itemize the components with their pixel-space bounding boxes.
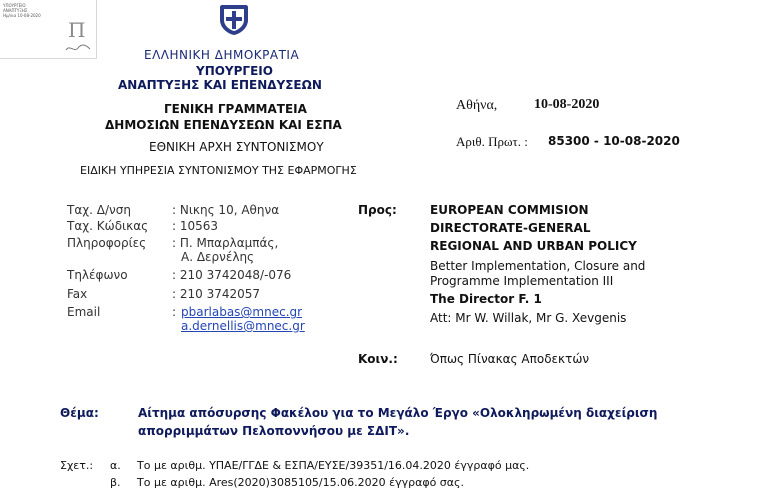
registry-stamp xyxy=(0,0,97,59)
national-authority: ΕΘΝΙΚΗ ΑΡΧΗ ΣΥΝΤΟΝΙΣΜΟΥ xyxy=(149,140,324,154)
republic-name: ΕΛΛΗΝΙΚΗ ΔΗΜΟΚΡΑΤΙΑ xyxy=(144,48,300,62)
protocol-label: Αριθ. Πρωτ. : xyxy=(456,134,528,149)
contact-value-fax: : 210 3742057 xyxy=(172,287,261,301)
recipient-line-3: REGIONAL AND URBAN POLICY xyxy=(430,239,637,253)
recipient-line-4: Better Implementation, Closure and xyxy=(430,259,646,273)
secretariat-line-1: ΓΕΝΙΚΗ ΓΡΑΜΜΑΤΕΙΑ xyxy=(164,102,307,116)
contact-email-colon: : xyxy=(172,305,177,319)
subject-line-1: Αίτημα απόσυρσης Φακέλου για το Μεγάλο Έργο «Ολοκληρωμένη διαχείριση xyxy=(138,406,658,420)
contact-value-info-2: Α. Δερνέλης xyxy=(181,250,255,264)
reference-marker-b: β. xyxy=(110,476,121,489)
contact-label-info: Πληροφορίες xyxy=(67,236,147,250)
subject-label: Θέμα: xyxy=(60,406,99,420)
ministry-line-1: ΥΠΟΥΡΓΕΙΟ xyxy=(196,64,273,78)
stamp-line-1: ΥΠΟΥΡΓΕΙΟ xyxy=(3,3,26,8)
protocol-number: 85300 - 10-08-2020 xyxy=(548,134,680,148)
subject-line-2: απορριμμάτων Πελοποννήσου με ΣΔΙΤ». xyxy=(138,424,410,438)
secretariat-line-2: ΔΗΜΟΣΙΩΝ ΕΠΕΝΔΥΣΕΩΝ ΚΑΙ ΕΣΠΑ xyxy=(105,118,342,132)
contact-value-address: : Νικης 10, Αθηνα xyxy=(172,203,280,217)
stamp-line-3: Ημ/νια 10-08-2020 xyxy=(3,13,41,18)
email-link-2[interactable]: a.dernellis@mnec.gr xyxy=(181,319,305,333)
greek-emblem-icon xyxy=(218,4,250,36)
reference-marker-a: α. xyxy=(110,459,121,472)
cc-value: Όπως Πίνακας Αποδεκτών xyxy=(430,352,590,366)
contact-label-fax: Fax xyxy=(67,287,88,301)
email-link-1[interactable]: pbarlabas@mnec.gr xyxy=(181,305,303,319)
ministry-line-2: ΑΝΑΠΤΥΞΗΣ ΚΑΙ ΕΠΕΝΔΥΣΕΩΝ xyxy=(118,78,322,92)
reference-text-b: Το με αριθμ. Ares(2020)3085105/15.06.2020 έγγραφό σας. xyxy=(137,476,464,489)
contact-value-postcode: : 10563 xyxy=(172,219,219,233)
cc-label: Κοιν.: xyxy=(358,352,398,366)
recipient-line-1: EUROPEAN COMMISION xyxy=(430,203,589,217)
contact-value-phone: : 210 3742048/-076 xyxy=(172,268,292,282)
contact-label-phone: Τηλέφωνο xyxy=(67,268,128,282)
to-label: Προς: xyxy=(358,203,397,217)
reference-text-a: Το με αριθμ. ΥΠΑΕ/ΓΓΔΕ & ΕΣΠΑ/ΕΥΣΕ/39351/16.04.2020 έγγραφό μας. xyxy=(137,459,530,472)
stamp-signature xyxy=(64,42,92,54)
contact-value-info: : Π. Μπαρλαμπάς, xyxy=(172,236,279,250)
place-label: Αθήνα, xyxy=(456,98,498,113)
stamp-letter: Π xyxy=(68,18,86,42)
document-date: 10-08-2020 xyxy=(534,97,600,112)
contact-label-address: Ταχ. Δ/νση xyxy=(67,203,131,217)
recipient-director: The Director F. 1 xyxy=(430,292,542,306)
recipient-line-5: Programme Implementation III xyxy=(430,274,614,288)
references-label: Σχετ.: xyxy=(60,459,94,472)
contact-label-email: Email xyxy=(67,305,101,319)
stamp-line-2: ΑΝΑΠΤΥΞΗΣ xyxy=(3,8,28,13)
recipient-attention: Att: Mr W. Willak, Mr G. Xevgenis xyxy=(430,311,627,325)
recipient-line-2: DIRECTORATE-GENERAL xyxy=(430,221,591,235)
contact-label-postcode: Ταχ. Κώδικας xyxy=(67,219,149,233)
special-service: ΕΙΔΙΚΗ ΥΠΗΡΕΣΙΑ ΣΥΝΤΟΝΙΣΜΟΥ ΤΗΣ ΕΦΑΡΜΟΓΗΣ xyxy=(80,164,357,177)
